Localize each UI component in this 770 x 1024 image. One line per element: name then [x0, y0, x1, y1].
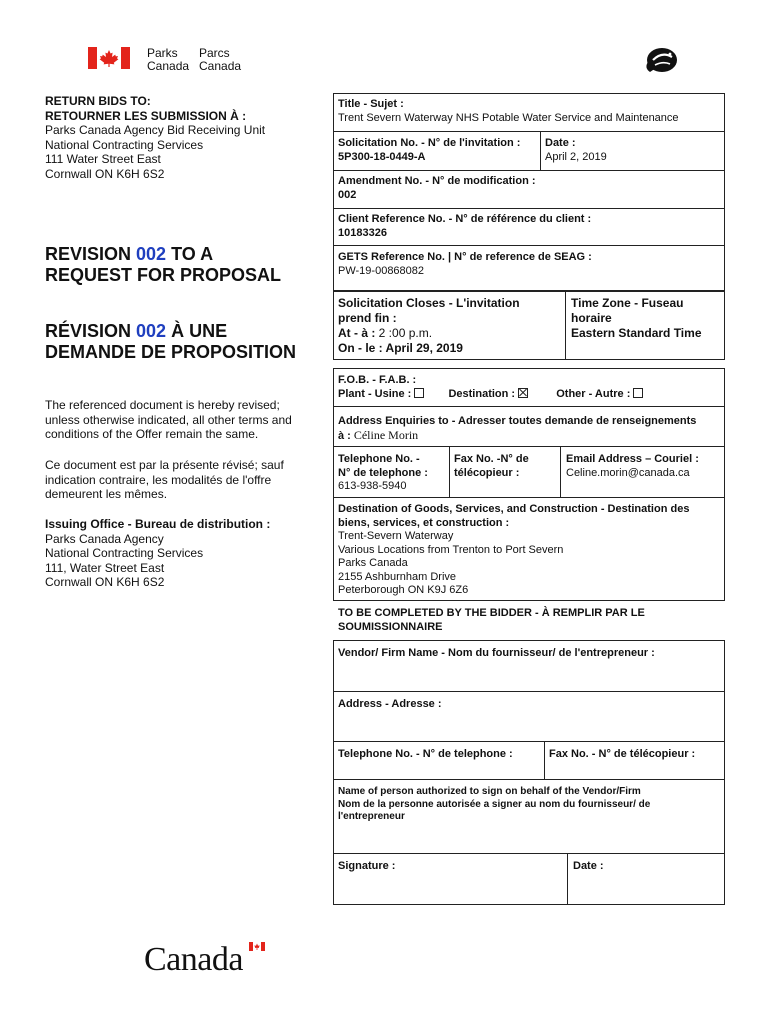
amendment-value: 002: [338, 188, 357, 201]
gets-ref-value: PW-19-00868082: [338, 264, 425, 277]
return-address-line: Cornwall ON K6H 6S2: [45, 166, 165, 181]
destination-field: Destination of Goods, Services, and Construction - Destination des biens, services, et construction : Trent-Severn Waterway Various Locations from Trenton to Port Severn Parks Canada 2155 Ashburnham Drive Peterborough ON K9J 6Z6: [338, 503, 690, 596]
date-value: April 2, 2019: [545, 150, 607, 163]
title-value: Trent Severn Waterway NHS Potable Water Service and Maintenance: [338, 111, 679, 124]
return-address-line: National Contracting Services: [45, 137, 204, 152]
notice-en: The referenced document is hereby revised; unless otherwise indicated, all other terms and conditions of the Offer remain the same.: [45, 398, 292, 441]
return-address-line: 111 Water Street East: [45, 152, 161, 166]
gets-ref-field: GETS Reference No. | N° de reference de SEAG : PW-19-00868082: [338, 251, 592, 277]
contact-name: Céline Morin: [350, 427, 419, 442]
fob-plant-checkbox[interactable]: [414, 388, 424, 398]
return-bids-heading-fr: RETOURNER LES SUBMISSION À :: [45, 108, 247, 123]
authorized-person-field[interactable]: Name of person authorized to sign on behalf of the Vendor/Firm Nom de la personne autorisée a signer au nom du fournisseur/ de l'entrepreneur: [338, 786, 651, 822]
parks-canada-fr: [199, 47, 241, 72]
amendment-field: Amendment No. - N° de modification : 002: [338, 175, 536, 201]
bidder-address-field[interactable]: Address - Adresse :: [338, 698, 442, 710]
revision-number: 002: [136, 244, 167, 264]
issuing-office-label: Issuing Office - Bureau de distribution :: [45, 517, 271, 531]
return-address-line: Parks Canada Agency Bid Receiving Unit: [45, 123, 266, 137]
telephone-field: Telephone No. - N° de telephone : 613-938-5940: [338, 453, 428, 492]
parks-canada-en: [147, 47, 189, 72]
beaver-logo-icon: [642, 42, 682, 76]
email-field: Email Address – Couriel : Celine.morin@canada.ca: [566, 453, 699, 479]
email-value[interactable]: Celine.morin@canada.ca: [566, 466, 690, 479]
parks-fr-line1: Parcs: [199, 46, 230, 60]
title-field: Title - Sujet : Trent Severn Waterway NHS Potable Water Service and Maintenance: [338, 98, 679, 124]
fax-field: Fax No. -N° de télécopieur :: [454, 453, 529, 479]
return-bids-block: [45, 94, 325, 181]
solicitation-no-field: Solicitation No. - N° de l'invitation : 5P300-18-0449-A: [338, 137, 521, 163]
closing-time: 2 :00 p.m.: [375, 326, 433, 340]
signature-field[interactable]: Signature :: [338, 860, 396, 872]
signature-date-field[interactable]: Date :: [573, 860, 604, 872]
time-zone-field: Time Zone - Fuseau horaire Eastern Standard Time: [571, 296, 702, 340]
vendor-name-field[interactable]: Vendor/ Firm Name - Nom du fournisseur/ de l'entrepreneur :: [338, 647, 655, 659]
notice-fr: Ce document est par la présente révisé; sauf indication contraire, les modalités de l'offre demeurent les mêmes.: [45, 458, 284, 501]
fob-destination-checkbox[interactable]: [518, 388, 528, 398]
bidder-telephone-field[interactable]: Telephone No. - N° de telephone :: [338, 748, 513, 760]
parks-en-line2: Canada: [147, 58, 190, 73]
closing-date: On - le : April 29, 2019: [338, 341, 463, 355]
revision-title-en: REVISION 002 TO A REQUEST FOR PROPOSAL: [45, 244, 282, 285]
revision-title-fr: RÉVISION 002 À UNE DEMANDE DE PROPOSITION: [45, 321, 297, 362]
canada-flag-icon: [88, 47, 130, 69]
canada-wordmark: Canada: [144, 941, 243, 978]
bidder-section-heading: TO BE COMPLETED BY THE BIDDER - À REMPLIR PAR LE SOUMISSIONNAIRE: [338, 607, 645, 633]
client-ref-field: Client Reference No. - N° de référence du client : 10183326: [338, 213, 592, 239]
bidder-fax-field[interactable]: Fax No. - N° de télécopieur :: [549, 748, 696, 760]
parks-en-line1: Parks: [147, 46, 178, 60]
solicitation-no-value: 5P300-18-0449-A: [338, 150, 426, 163]
time-zone-value: Eastern Standard Time: [571, 326, 702, 340]
wordmark-flag-icon: [249, 942, 265, 951]
solicitation-closes-field: Solicitation Closes - L'invitation prend fin : At - à : 2 :00 p.m. On - le : April 29, 2019: [338, 296, 520, 355]
enquiries-field: Address Enquiries to - Adresser toutes demande de renseignements à : Céline Morin: [338, 415, 697, 442]
client-ref-value: 10183326: [338, 226, 387, 239]
fob-field: F.O.B. - F.A.B. : Plant - Usine : Destination : Other - Autre :: [338, 374, 643, 401]
return-bids-heading: RETURN BIDS TO:: [45, 94, 151, 108]
fob-other-checkbox[interactable]: [633, 388, 643, 398]
date-field: Date : April 2, 2019: [545, 137, 607, 163]
parks-fr-line2: Canada: [199, 58, 242, 73]
revision-number-fr: 002: [136, 321, 167, 341]
issuing-office: Issuing Office - Bureau de distribution : Parks Canada Agency National Contracting Services 111, Water Street East Cornwall ON K6H 6S2: [45, 517, 325, 590]
telephone-value: 613-938-5940: [338, 480, 407, 492]
